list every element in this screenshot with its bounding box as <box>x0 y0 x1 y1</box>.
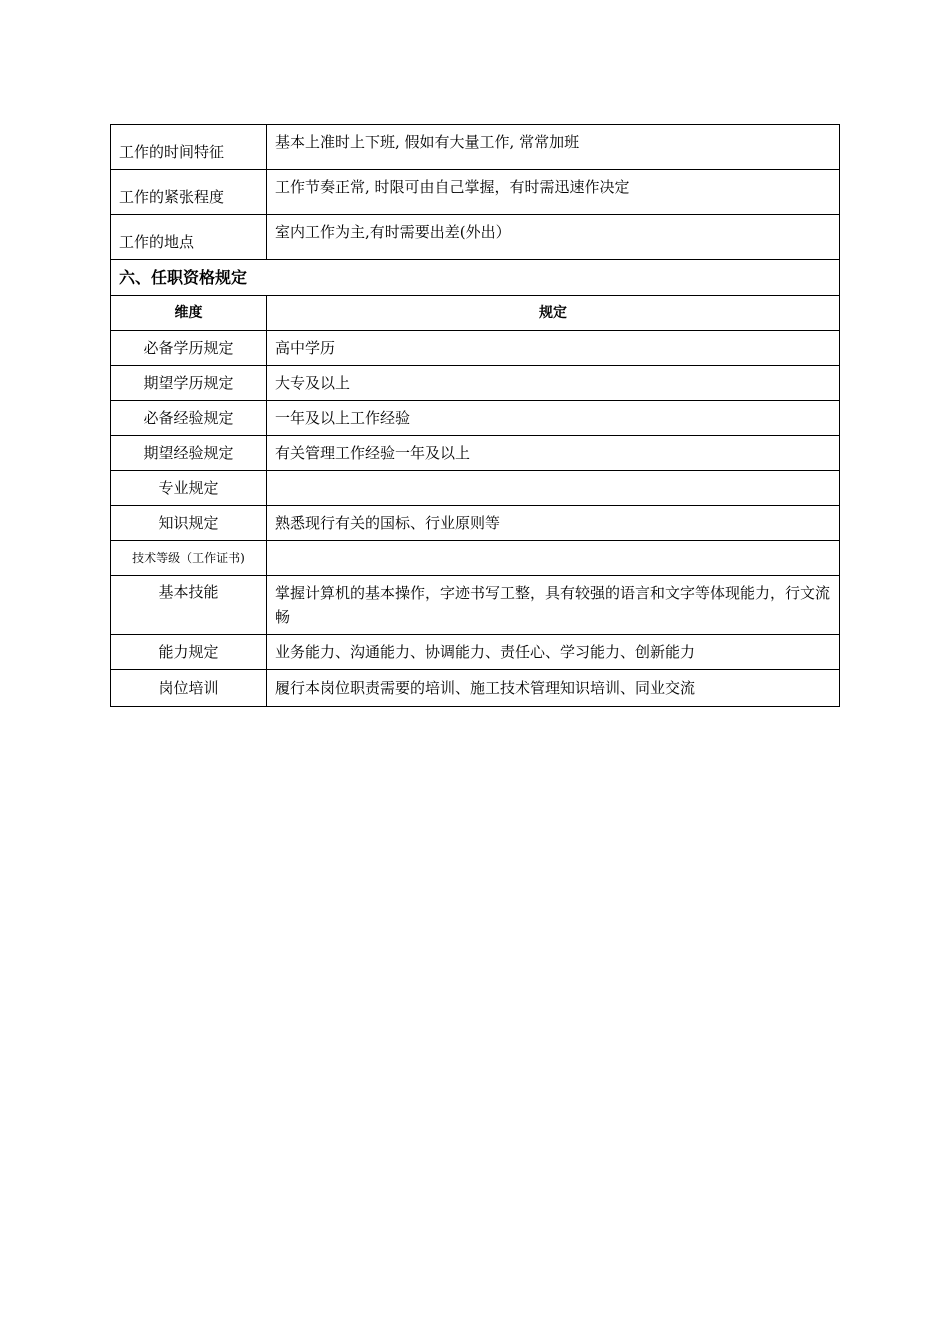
dimension-header: 维度 <box>111 296 267 331</box>
row-value: 履行本岗位职责需要的培训、施工技术管理知识培训、同业交流 <box>267 670 840 707</box>
table-row <box>111 471 840 506</box>
condition-value: 基本上准时上下班, 假如有大量工作, 常常加班 <box>267 125 840 170</box>
row-label: 期望学历规定 <box>111 366 267 401</box>
row-value: 有关管理工作经验一年及以上 <box>267 436 840 471</box>
table-row <box>111 576 840 635</box>
section-title: 六、任职资格规定 <box>111 260 840 296</box>
row-value: 一年及以上工作经验 <box>267 401 840 436</box>
row-value: 业务能力、沟通能力、协调能力、责任心、学习能力、创新能力 <box>267 635 840 670</box>
job-description-table <box>110 124 840 707</box>
row-label: 必备学历规定 <box>111 331 267 366</box>
row-label: 能力规定 <box>111 635 267 670</box>
table-row <box>111 670 840 707</box>
row-value <box>267 541 840 576</box>
condition-value: 工作节奏正常, 时限可由自己掌握，有时需迅速作决定 <box>267 170 840 215</box>
requirement-header: 规定 <box>267 296 840 331</box>
row-label: 技术等级（工作证书) <box>111 541 267 576</box>
row-label: 必备经验规定 <box>111 401 267 436</box>
row-label: 基本技能 <box>111 576 267 635</box>
row-value: 大专及以上 <box>267 366 840 401</box>
row-label: 期望经验规定 <box>111 436 267 471</box>
table-row <box>111 635 840 670</box>
row-value: 掌握计算机的基本操作，字迹书写工整，具有较强的语言和文字等体现能力，行文流畅 <box>267 576 840 635</box>
table-row <box>111 331 840 366</box>
row-value: 高中学历 <box>267 331 840 366</box>
row-value: 熟悉现行有关的国标、行业原则等 <box>267 506 840 541</box>
row-label: 岗位培训 <box>111 670 267 707</box>
condition-label: 工作的地点 <box>111 215 267 260</box>
table-row <box>111 506 840 541</box>
condition-value: 室内工作为主,有时需要出差(外出） <box>267 215 840 260</box>
table-header-row <box>111 296 840 331</box>
condition-label: 工作的紧张程度 <box>111 170 267 215</box>
work-condition-row <box>111 125 840 170</box>
table-row <box>111 541 840 576</box>
row-label: 专业规定 <box>111 471 267 506</box>
section-heading-row <box>111 260 840 296</box>
row-label: 知识规定 <box>111 506 267 541</box>
table-row <box>111 366 840 401</box>
work-condition-row <box>111 215 840 260</box>
table-row <box>111 401 840 436</box>
table-row <box>111 436 840 471</box>
work-condition-row <box>111 170 840 215</box>
row-value <box>267 471 840 506</box>
condition-label: 工作的时间特征 <box>111 125 267 170</box>
